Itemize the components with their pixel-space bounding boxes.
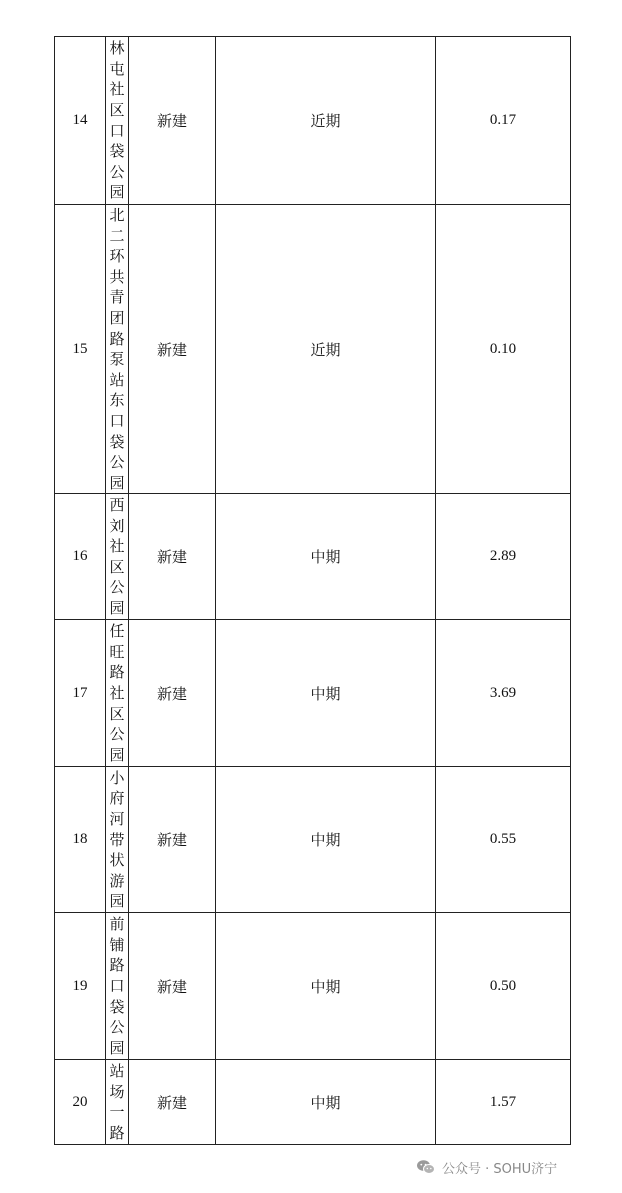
construction-type: 新建	[129, 494, 216, 620]
park-name: 任旺路社区公园	[109, 622, 125, 764]
construction-type: 新建	[129, 205, 216, 494]
construction-type: 新建	[129, 620, 216, 767]
area-value: 2.89	[436, 494, 571, 620]
construction-type: 新建	[129, 37, 216, 205]
park-name: 北二环共青团路泵站东口袋公园	[109, 206, 125, 492]
construction-phase: 中期	[216, 1060, 436, 1145]
park-name-cell	[106, 620, 129, 767]
construction-phase: 中期	[216, 494, 436, 620]
park-name: 西刘社区公园	[109, 496, 125, 617]
area-value: 0.10	[436, 205, 571, 494]
table-row	[55, 620, 571, 767]
area-value: 1.57	[436, 1060, 571, 1145]
row-index: 20	[55, 1060, 106, 1145]
park-name: 小府河带状游园	[109, 768, 125, 911]
table-row	[55, 37, 571, 205]
construction-phase: 近期	[216, 205, 436, 494]
area-value: 0.17	[436, 37, 571, 205]
construction-type: 新建	[129, 767, 216, 913]
construction-type: 新建	[129, 913, 216, 1060]
area-value: 0.55	[436, 767, 571, 913]
park-plan-table	[54, 36, 571, 1145]
park-name: 前铺路口袋公园	[109, 915, 125, 1057]
construction-phase: 中期	[216, 913, 436, 1060]
park-name-cell	[106, 37, 129, 205]
row-index: 16	[55, 494, 106, 620]
row-index: 15	[55, 205, 106, 494]
park-name-cell	[106, 1060, 129, 1145]
construction-phase: 中期	[216, 620, 436, 767]
row-index: 17	[55, 620, 106, 767]
park-name-cell	[106, 913, 129, 1060]
watermark	[416, 1156, 557, 1178]
construction-phase: 近期	[216, 37, 436, 205]
area-value: 0.50	[436, 913, 571, 1060]
table-row	[55, 767, 571, 913]
park-name: 站场一路	[109, 1062, 125, 1142]
construction-type: 新建	[129, 1060, 216, 1145]
table-row	[55, 913, 571, 1060]
row-index: 14	[55, 37, 106, 205]
area-value: 3.69	[436, 620, 571, 767]
table-row	[55, 494, 571, 620]
park-name-cell	[106, 767, 129, 913]
table-row	[55, 1060, 571, 1145]
row-index: 19	[55, 913, 106, 1060]
wechat-icon	[416, 1159, 436, 1175]
park-name-cell	[106, 494, 129, 620]
construction-phase: 中期	[216, 767, 436, 913]
row-index: 18	[55, 767, 106, 913]
watermark-text: 公众号 · SOHU济宁	[442, 1161, 558, 1177]
park-name: 林屯社区口袋公园	[109, 39, 125, 202]
park-name-cell	[106, 205, 129, 494]
table-row	[55, 205, 571, 494]
